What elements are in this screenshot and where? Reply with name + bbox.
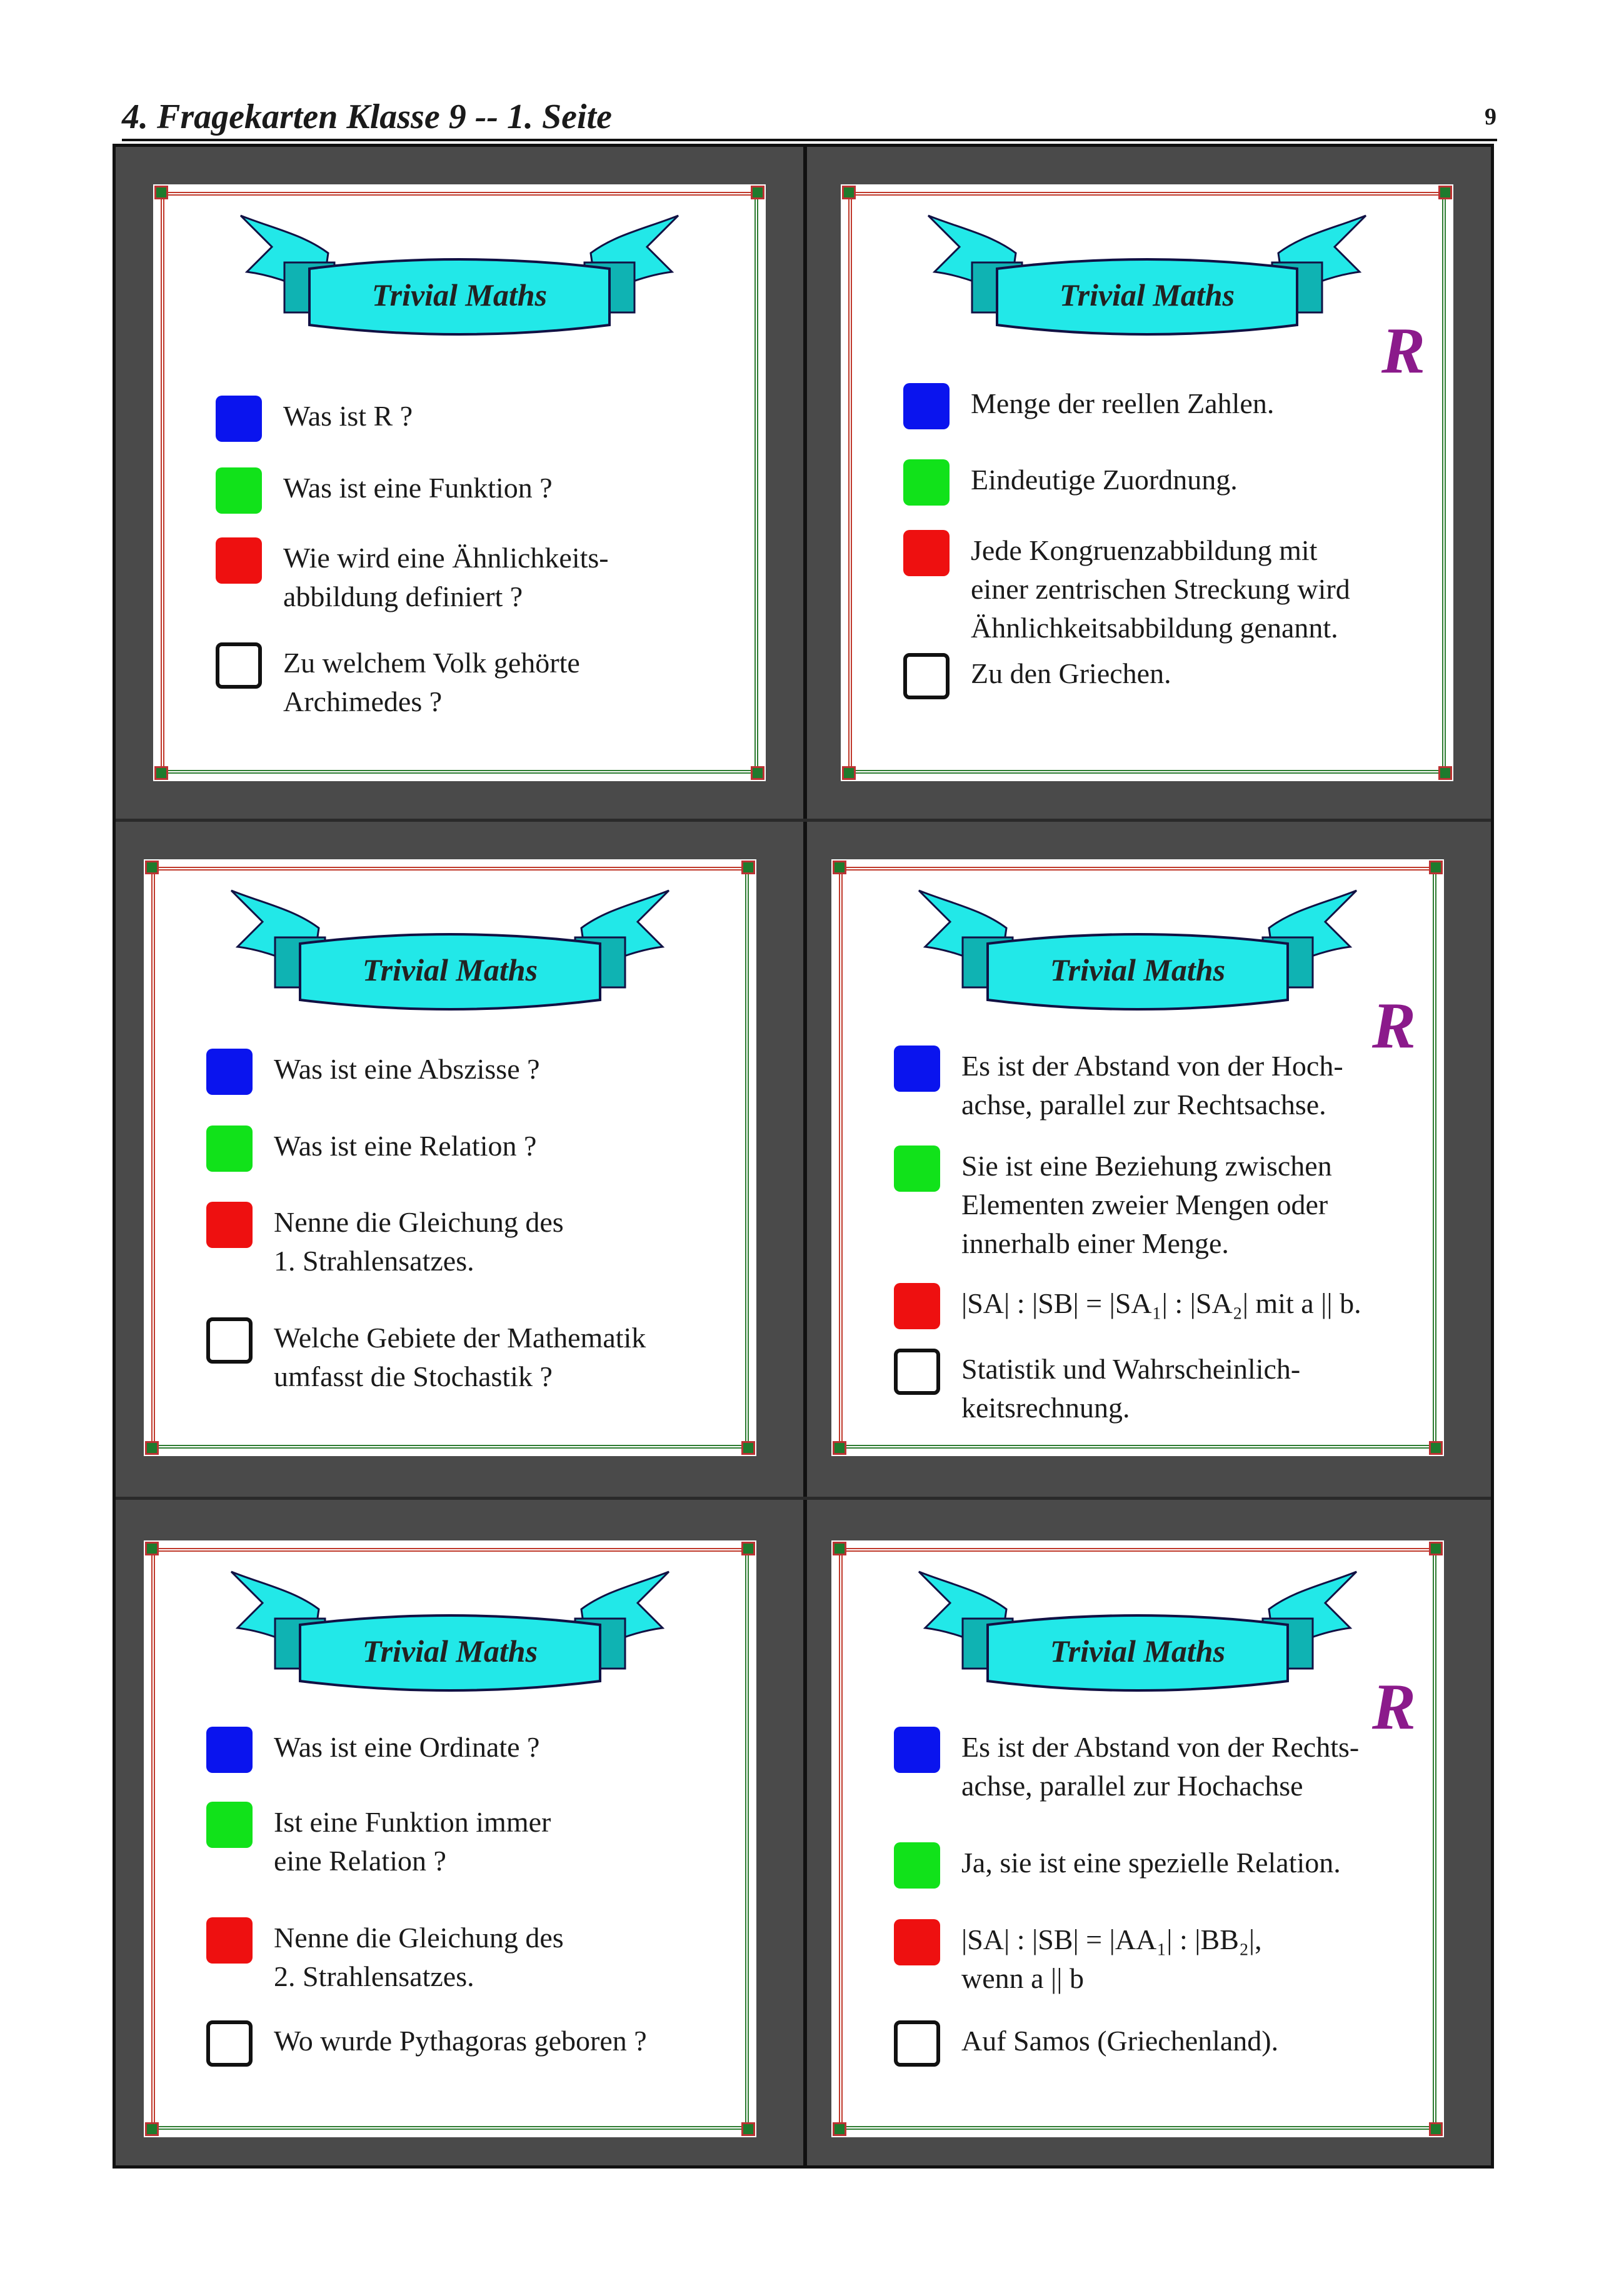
- answer-text: Statistik und Wahrscheinlich- keitsrechnung.: [961, 1353, 1301, 1424]
- corner-ornament: [842, 186, 856, 199]
- green-square-icon: [894, 1842, 940, 1889]
- empty-square-icon: [903, 653, 950, 699]
- corner-ornament: [741, 1441, 755, 1455]
- answer-mark: R: [1371, 989, 1416, 1062]
- corner-ornament: [751, 186, 764, 199]
- corner-ornament: [1438, 186, 1452, 199]
- question-text: Was ist eine Ordinate ?: [274, 1731, 540, 1763]
- answer-text: Sie ist eine Beziehung zwischen Elementen zweier Mengen oder innerhalb einer Menge.: [961, 1150, 1332, 1259]
- question-text: Zu welchem Volk gehörte Archimedes ?: [283, 647, 580, 717]
- corner-ornament: [842, 766, 856, 780]
- answer-text: Auf Samos (Griechenland).: [961, 2025, 1279, 2057]
- question-text: Wo wurde Pythagoras geboren ?: [274, 2025, 647, 2057]
- blue-square-icon: [206, 1727, 253, 1773]
- question-text: Welche Gebiete der Mathematik umfasst die Stochastik ?: [274, 1322, 646, 1392]
- question-card: [144, 1540, 756, 2137]
- empty-square-icon: [894, 2020, 940, 2067]
- sheet-divider-horizontal: [116, 1497, 1491, 1500]
- answer-text: Menge der reellen Zahlen.: [971, 387, 1275, 419]
- green-square-icon: [206, 1126, 253, 1172]
- banner-ribbon: [913, 884, 1363, 1028]
- corner-ornament: [1429, 861, 1443, 874]
- red-square-icon: [206, 1917, 253, 1964]
- blue-square-icon: [216, 396, 262, 442]
- answer-text: Ja, sie ist eine spezielle Relation.: [961, 1847, 1341, 1879]
- title-rule: [122, 139, 1497, 141]
- corner-ornament: [145, 2122, 159, 2136]
- answer-text: Es ist der Abstand von der Hoch- achse, parallel zur Rechtsachse.: [961, 1050, 1343, 1121]
- answer-text: |SA| : |SB| = |AA₁| : |BB₂|, wenn a || b: [961, 1924, 1262, 1994]
- corner-ornament: [1429, 1542, 1443, 1555]
- answer-text: Jede Kongruenzabbildung mit einer zentrischen Streckung wird Ähnlichkeitsabbildung genannt.: [971, 534, 1350, 644]
- green-square-icon: [903, 459, 950, 506]
- green-square-icon: [206, 1802, 253, 1848]
- blue-square-icon: [894, 1727, 940, 1773]
- page-number: 9: [1485, 104, 1496, 130]
- red-square-icon: [216, 537, 262, 584]
- answer-text: Zu den Griechen.: [971, 657, 1171, 689]
- corner-ornament: [833, 1542, 846, 1555]
- page-title: 4. Fragekarten Klasse 9 -- 1. Seite: [122, 97, 612, 136]
- blue-square-icon: [206, 1049, 253, 1095]
- corner-ornament: [741, 861, 755, 874]
- card-sheet: [113, 144, 1494, 2169]
- answer-mark: R: [1371, 1670, 1416, 1743]
- banner-title: Trivial Maths: [1059, 277, 1235, 312]
- question-text: Nenne die Gleichung des 2. Strahlensatzes.: [274, 1922, 564, 1992]
- corner-ornament: [1429, 2122, 1443, 2136]
- red-square-icon: [206, 1202, 253, 1248]
- banner-title: Trivial Maths: [362, 952, 538, 987]
- empty-square-icon: [206, 1317, 253, 1364]
- banner-title: Trivial Maths: [1050, 1634, 1226, 1669]
- answer-card: [831, 1540, 1444, 2137]
- banner-ribbon: [913, 1565, 1363, 1709]
- empty-square-icon: [894, 1349, 940, 1395]
- banner-ribbon: [922, 209, 1372, 353]
- answer-text: Es ist der Abstand von der Rechts- achse, parallel zur Hochachse: [961, 1731, 1360, 1802]
- corner-ornament: [145, 861, 159, 874]
- answer-mark: R: [1381, 314, 1425, 387]
- banner-title: Trivial Maths: [1050, 952, 1226, 987]
- blue-square-icon: [894, 1046, 940, 1092]
- corner-ornament: [741, 2122, 755, 2136]
- answer-text: Eindeutige Zuordnung.: [971, 464, 1238, 496]
- green-square-icon: [894, 1146, 940, 1192]
- answer-card: [831, 859, 1444, 1456]
- question-text: Nenne die Gleichung des 1. Strahlensatzes.: [274, 1206, 564, 1277]
- question-text: Was ist eine Relation ?: [274, 1130, 537, 1162]
- corner-ornament: [741, 1542, 755, 1555]
- blue-square-icon: [903, 383, 950, 429]
- corner-ornament: [833, 1441, 846, 1455]
- corner-ornament: [751, 766, 764, 780]
- corner-ornament: [1438, 766, 1452, 780]
- green-square-icon: [216, 467, 262, 514]
- question-text: Ist eine Funktion immer eine Relation ?: [274, 1806, 551, 1877]
- empty-square-icon: [216, 642, 262, 689]
- question-text: Was ist eine Funktion ?: [283, 472, 553, 504]
- corner-ornament: [1429, 1441, 1443, 1455]
- question-card: [153, 184, 766, 781]
- question-card: [144, 859, 756, 1456]
- corner-ornament: [833, 861, 846, 874]
- banner-ribbon: [225, 884, 675, 1028]
- sheet-divider-horizontal: [116, 819, 1491, 822]
- question-text: Wie wird eine Ähnlichkeits- abbildung definiert ?: [283, 542, 609, 612]
- corner-ornament: [145, 1441, 159, 1455]
- red-square-icon: [894, 1283, 940, 1329]
- banner-ribbon: [225, 1565, 675, 1709]
- banner-ribbon: [234, 209, 684, 353]
- corner-ornament: [154, 186, 168, 199]
- corner-ornament: [154, 766, 168, 780]
- corner-ornament: [833, 2122, 846, 2136]
- red-square-icon: [903, 530, 950, 576]
- corner-ornament: [145, 1542, 159, 1555]
- empty-square-icon: [206, 2020, 253, 2067]
- banner-title: Trivial Maths: [362, 1634, 538, 1669]
- red-square-icon: [894, 1919, 940, 1965]
- question-text: Was ist R ?: [283, 400, 413, 432]
- question-text: Was ist eine Abszisse ?: [274, 1053, 540, 1085]
- banner-title: Trivial Maths: [371, 277, 548, 312]
- sheet-divider-vertical: [803, 147, 807, 2165]
- answer-text: |SA| : |SB| = |SA₁| : |SA₂| mit a || b.: [961, 1287, 1361, 1319]
- answer-card: [841, 184, 1453, 781]
